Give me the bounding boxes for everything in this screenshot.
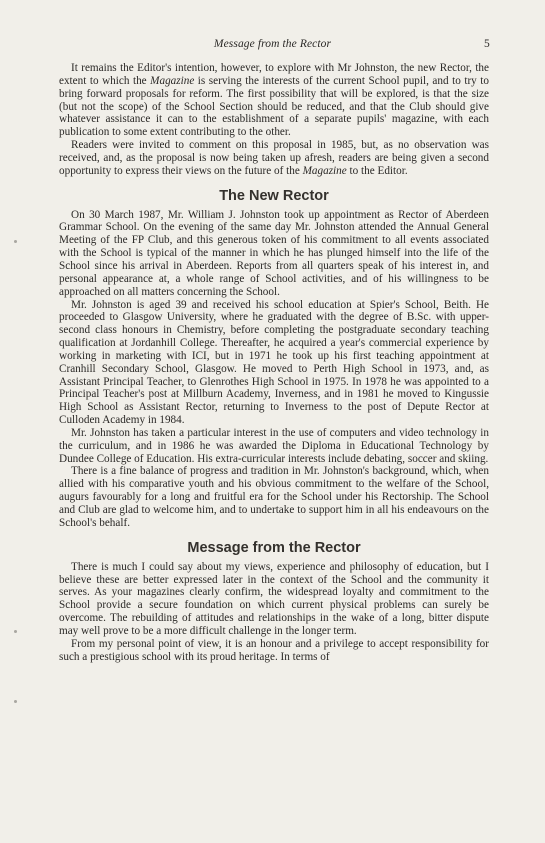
scan-speck xyxy=(14,700,17,703)
section-heading-message: Message from the Rector xyxy=(187,539,361,556)
magazine-title: Magazine xyxy=(150,74,195,87)
body-paragraph: On 30 March 1987, Mr. William J. Johnston took up appointment as Rector of Aberdeen Grammar School. On the evening of the same day Mr. Johnston attended the Annual General Meeting of the FP Club, and this generous token of his commitment to all events associated with the School is typical of the manner in which he has plunged himself into the life of the School since his arrival in Aberdeen. Reports from all quarters speak of his interest in, and personal appearance at, a whole range of School activities, and of his willingness to be approached on all matters concerning the School. xyxy=(59,208,489,298)
article-body xyxy=(59,62,489,663)
intro-paragraph: Readers were invited to comment on this proposal in 1985, but, as no observation was received, and, as the proposal is now being taken up afresh, readers are being given a second opportunity to express their views on the future of the Magazine to the Editor. xyxy=(59,139,489,177)
running-head-title: Message from the Rector xyxy=(213,38,332,50)
section-heading-new-rector: The New Rector xyxy=(219,187,329,204)
body-paragraph: Mr. Johnston is aged 39 and received his school education at Spier's School, Beith. He proceeded to Glasgow University, where he graduated with the degree of B.Sc. with upper-second class honours in Chemistry, before completing the postgraduate secondary teaching qualification at Jordanhill College. Thereafter, he acquired a year's commercial experience by working in marketing with ICI, but in 1971 he took up his first teaching appointment at Cranhill Secondary School, Glasgow. He moved to Perth High School in 1973, and, as Assistant Principal Teacher, to Glenrothes High School in 1975. In 1978 he was appointed to a Principal Teacher's post at Millburn Academy, Inverness, and in 1981 he moved to Kingussie High School as Assistant Rector, returning to Inverness to the post of Depute Rector at Culloden Academy in 1984. xyxy=(59,298,489,427)
intro-paragraph: It remains the Editor's intention, however, to explore with Mr Johnston, the new Rector, the extent to which the Magazine is serving the interests of the current School pupil, and to try to bring forward proposals for reform. The first possibility that will be explored, is that the size (but not the scope) of the School Section should be reduced, and that the Club should give whatever assistance it can to the establishment of a separate pupils' magazine, with each publication to some extent contributing to the other. xyxy=(59,62,489,139)
scan-speck xyxy=(14,630,17,633)
magazine-title: Magazine xyxy=(302,164,347,177)
scan-speck xyxy=(14,240,17,243)
body-paragraph: From my personal point of view, it is an honour and a privilege to accept responsibility for such a prestigious school with its proud heritage. In terms of xyxy=(59,637,489,663)
body-paragraph: There is a fine balance of progress and tradition in Mr. Johnston's background, which, when allied with his comparative youth and his obvious commitment to the welfare of the School, augurs favourably for a long and fruitful era for the School under his Rectorship. The School and Club are glad to welcome him, and to undertake to support him in all his endeavours on the School's behalf. xyxy=(59,465,489,529)
body-paragraph: Mr. Johnston has taken a particular interest in the use of computers and video technology in the curriculum, and in 1986 he was awarded the Diploma in Educational Technology by Dundee College of Education. His extra-curricular interests include debating, soccer and skiing. xyxy=(59,426,489,465)
body-paragraph: There is much I could say about my views, experience and philosophy of education, but I believe these are better expressed later in the context of the School and the community it serves. As your magazines clearly confirm, the widespread loyalty and commitment to the School provide a secure foundation on which current physical problems can surely be overcome. The rebuilding of attitudes and relationships in the wake of a long, bitter dispute may well prove to be a more difficult challenge in the longer term. xyxy=(59,560,489,637)
page-number: 5 xyxy=(484,38,490,50)
